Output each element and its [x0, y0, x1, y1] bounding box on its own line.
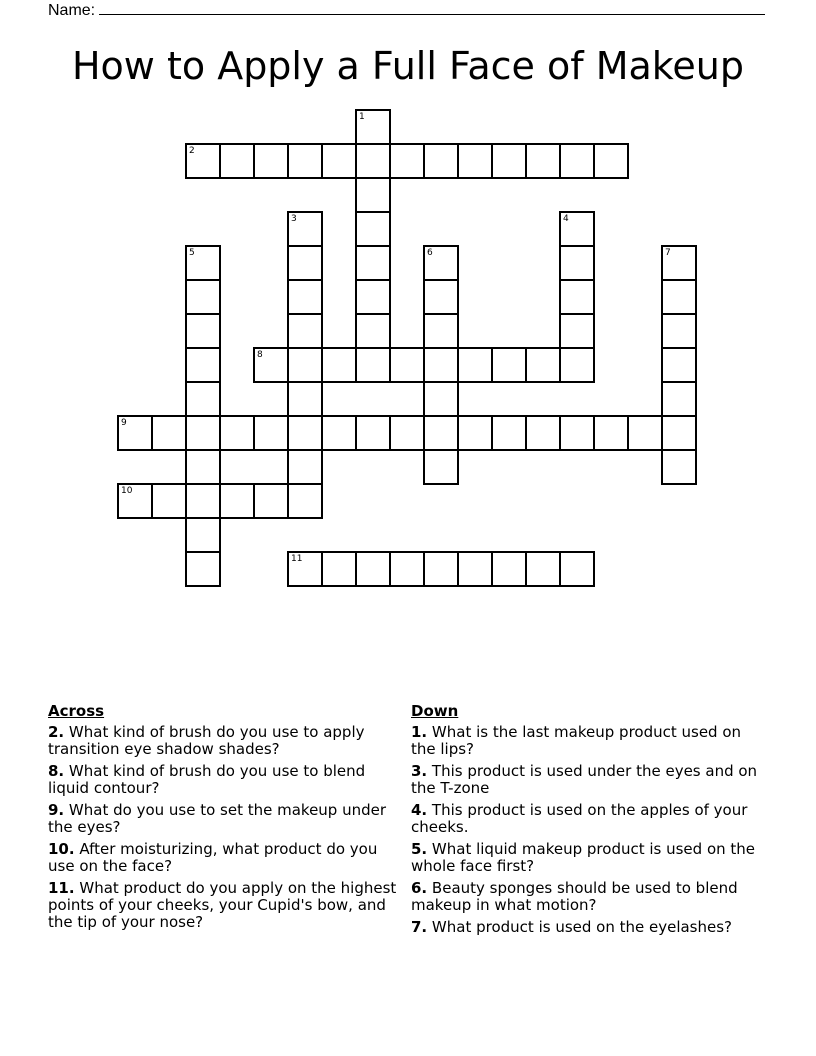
down-clues: [411, 702, 761, 941]
grid-cell[interactable]: [185, 279, 221, 315]
across-clues: [48, 702, 398, 936]
grid-cell[interactable]: [593, 415, 629, 451]
grid-cell[interactable]: [525, 143, 561, 179]
grid-cell[interactable]: [321, 143, 357, 179]
grid-cell[interactable]: [287, 211, 323, 247]
grid-cell[interactable]: [287, 415, 323, 451]
grid-cell[interactable]: [185, 347, 221, 383]
grid-cell[interactable]: [423, 143, 459, 179]
grid-cell[interactable]: [423, 279, 459, 315]
grid-cell[interactable]: [185, 415, 221, 451]
grid-cell[interactable]: [559, 143, 595, 179]
grid-cell[interactable]: [287, 279, 323, 315]
grid-cell[interactable]: [219, 483, 255, 519]
grid-cell[interactable]: [423, 551, 459, 587]
clue-down-4: 4. This product is used on the apples of your cheeks.: [411, 801, 748, 836]
cell-number: 11: [291, 554, 303, 564]
grid-cell[interactable]: [355, 347, 391, 383]
grid-cell[interactable]: [253, 143, 289, 179]
cell-number: 7: [665, 248, 671, 258]
grid-cell[interactable]: [287, 551, 323, 587]
grid-cell[interactable]: [355, 551, 391, 587]
grid-cell[interactable]: [661, 347, 697, 383]
grid-cell[interactable]: [355, 415, 391, 451]
clue-down-5: 5. What liquid makeup product is used on the whole face first?: [411, 840, 756, 875]
grid-cell[interactable]: [287, 347, 323, 383]
grid-cell[interactable]: [355, 109, 391, 145]
name-label: Name:: [48, 2, 96, 19]
grid-cell[interactable]: [559, 347, 595, 383]
clue-down-3: 3. This product is used under the eyes and on the T-zone: [411, 762, 758, 797]
grid-cell[interactable]: [491, 347, 527, 383]
grid-cell[interactable]: [559, 415, 595, 451]
grid-cell[interactable]: [661, 381, 697, 417]
puzzle-title: How to Apply a Full Face of Makeup: [71, 44, 744, 88]
grid-cell[interactable]: [219, 143, 255, 179]
grid-cell[interactable]: [185, 143, 221, 179]
grid-cell[interactable]: [287, 449, 323, 485]
grid-cell[interactable]: [355, 177, 391, 213]
down-heading: Down: [411, 702, 459, 720]
grid-cell[interactable]: [423, 245, 459, 281]
grid-cell[interactable]: [185, 381, 221, 417]
grid-cell[interactable]: [253, 347, 289, 383]
grid-cell[interactable]: [185, 483, 221, 519]
grid-cell[interactable]: [627, 415, 663, 451]
grid-cell[interactable]: [491, 551, 527, 587]
clue-across-10: 10. After moisturizing, what product do you use on the face?: [48, 840, 378, 875]
grid-cell[interactable]: [525, 347, 561, 383]
grid-cell[interactable]: [559, 551, 595, 587]
grid-cell[interactable]: [559, 245, 595, 281]
clue-down-1: 1. What is the last makeup product used on the lips?: [411, 723, 742, 758]
grid-cell[interactable]: [287, 245, 323, 281]
grid-cell[interactable]: [219, 415, 255, 451]
grid-cell[interactable]: [355, 143, 391, 179]
clue-across-8: 8. What kind of brush do you use to blend liquid contour?: [48, 762, 366, 797]
grid-cell[interactable]: [151, 415, 187, 451]
grid-cell[interactable]: [185, 313, 221, 349]
grid-cell[interactable]: [287, 483, 323, 519]
grid-cell[interactable]: [321, 347, 357, 383]
clue-across-11: 11. What product do you apply on the highest points of your cheeks, your Cupid's bow, and the tip of your nose?: [48, 879, 397, 931]
grid-cell[interactable]: [593, 143, 629, 179]
grid-cell[interactable]: [423, 347, 459, 383]
cell-number: 6: [427, 248, 433, 258]
cell-number: 3: [291, 214, 297, 224]
grid-cell[interactable]: [423, 449, 459, 485]
grid-cell[interactable]: [389, 347, 425, 383]
grid-cell[interactable]: [423, 313, 459, 349]
grid-cell[interactable]: [661, 449, 697, 485]
cell-number: 10: [121, 486, 133, 496]
grid-cell[interactable]: [185, 551, 221, 587]
grid-cell[interactable]: [389, 551, 425, 587]
grid-cell[interactable]: [355, 313, 391, 349]
grid-cell[interactable]: [287, 313, 323, 349]
grid-cell[interactable]: [559, 211, 595, 247]
cell-number: 2: [189, 146, 195, 156]
grid-cell[interactable]: [661, 245, 697, 281]
grid-cell[interactable]: [321, 551, 357, 587]
grid-cell[interactable]: [355, 245, 391, 281]
grid-cell[interactable]: [185, 245, 221, 281]
cell-number: 1: [359, 112, 365, 122]
grid-cell[interactable]: [491, 143, 527, 179]
grid-cell[interactable]: [117, 483, 153, 519]
grid-cell[interactable]: [389, 415, 425, 451]
grid-cell[interactable]: [525, 415, 561, 451]
grid-cell[interactable]: [321, 415, 357, 451]
grid-cell[interactable]: [491, 415, 527, 451]
grid-cell[interactable]: [661, 415, 697, 451]
clue-across-9: 9. What do you use to set the makeup under the eyes?: [48, 801, 387, 836]
grid-cell[interactable]: [185, 449, 221, 485]
grid-cell[interactable]: [661, 313, 697, 349]
cell-number: 8: [257, 350, 263, 360]
grid-cell[interactable]: [457, 551, 493, 587]
cell-number: 4: [563, 214, 569, 224]
grid-cell[interactable]: [355, 211, 391, 247]
clue-down-7: 7. What product is used on the eyelashes?: [411, 918, 733, 936]
grid-cell[interactable]: [185, 517, 221, 553]
grid-cell[interactable]: [457, 415, 493, 451]
grid-cell[interactable]: [423, 415, 459, 451]
clue-down-6: 6. Beauty sponges should be used to blend makeup in what motion?: [411, 879, 738, 914]
grid-cell[interactable]: [253, 483, 289, 519]
grid-cell[interactable]: [457, 143, 493, 179]
grid-cell[interactable]: [389, 143, 425, 179]
grid-cell[interactable]: [355, 279, 391, 315]
grid-cell[interactable]: [151, 483, 187, 519]
grid-cell[interactable]: [287, 381, 323, 417]
grid-cell[interactable]: [423, 381, 459, 417]
cell-number: 5: [189, 248, 195, 258]
across-heading: Across: [48, 702, 105, 720]
grid-cell[interactable]: [661, 279, 697, 315]
grid-cell[interactable]: [559, 313, 595, 349]
grid-cell[interactable]: [253, 415, 289, 451]
grid-cell[interactable]: [117, 415, 153, 451]
cell-number: 9: [121, 418, 127, 428]
grid-cell[interactable]: [457, 347, 493, 383]
grid-cell[interactable]: [559, 279, 595, 315]
grid-cell[interactable]: [525, 551, 561, 587]
clue-across-2: 2. What kind of brush do you use to apply transition eye shadow shades?: [48, 723, 365, 758]
grid-cell[interactable]: [287, 143, 323, 179]
